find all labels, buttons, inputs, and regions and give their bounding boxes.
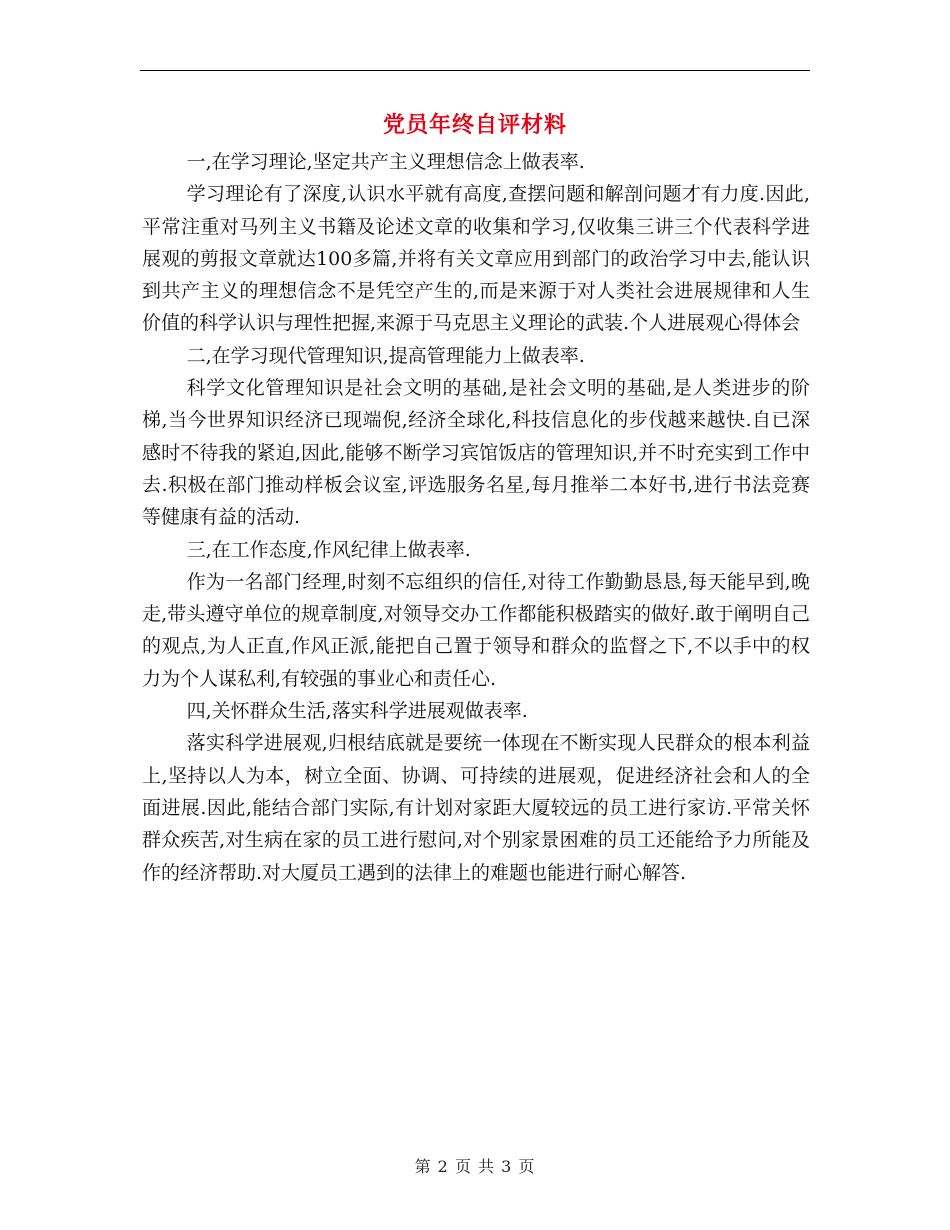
section-heading-4: 四,关怀群众生活,落实科学进展观做表率. bbox=[186, 700, 528, 723]
section-paragraph-4: 落实科学进展观,归根结底就是要统一体现在不断实现人民群众的根本利益上,坚持以人为本，树立全面、协调、可持续的进展观，促进经济社会和人的全面进展.因此,能结合部门实际,有计划对家距大厦较远的员工进行家访.平常关怀群众疾苦,对生病在家的员工进行慰问,对个别家景困难的员工还能给予力所能及作的经济帮助.对大厦员工遇到的法律上的难题也能进行耐心解答. bbox=[142, 732, 810, 884]
page-number-footer: 第 2 页 共 3 页 bbox=[414, 1157, 536, 1176]
section-heading-2: 二,在学习现代管理知识,提高管理能力上做表率. bbox=[186, 344, 585, 367]
section-paragraph-2: 科学文化管理知识是社会文明的基础,是社会文明的基础,是人类进步的阶梯,当今世界知识经济已现端倪,经济全球化,科技信息化的步伐越来越快.自已深感时不待我的紧迫,因此,能够不断学习宾馆饭店的管理知识,并不时充实到工作中去.积极在部门推动样板会议室,评选服务名星,每月推举二本好书,进行书法竞赛等健康有益的活动. bbox=[142, 377, 810, 529]
section-heading-1: 一,在学习理论,坚定共产主义理想信念上做表率. bbox=[186, 151, 585, 173]
section-heading-3: 三,在工作态度,作风纪律上做表率. bbox=[186, 538, 471, 561]
header-rule bbox=[140, 70, 810, 71]
document-body bbox=[142, 146, 810, 889]
document-title: 党员年终自评材料 bbox=[382, 112, 567, 138]
section-paragraph-3: 作为一名部门经理,时刻不忘组织的信任,对待工作勤勤恳恳,每天能早到,晚走,带头遵守单位的规章制度,对领导交办工作都能积极踏实的做好.敢于阐明自己的观点,为人正直,作风正派,能把自己置于领导和群众的监督之下,不以手中的权力为个人谋私利,有较强的事业心和责任心. bbox=[142, 570, 810, 690]
section-paragraph-1: 学习理论有了深度,认识水平就有高度,查摆问题和解剖问题才有力度.因此,平常注重对马列主义书籍及论述文章的收集和学习,仅收集三讲三个代表科学进展观的剪报文章就达100多篇,并将有关文章应用到部门的政治学习中去,能认识到共产主义的理想信念不是凭空产生的,而是来源于对人类社会进展规律和人生价值的科学认识与理性把握,来源于马克思主义理论的武装.个人进展观心得体会 bbox=[142, 183, 810, 335]
